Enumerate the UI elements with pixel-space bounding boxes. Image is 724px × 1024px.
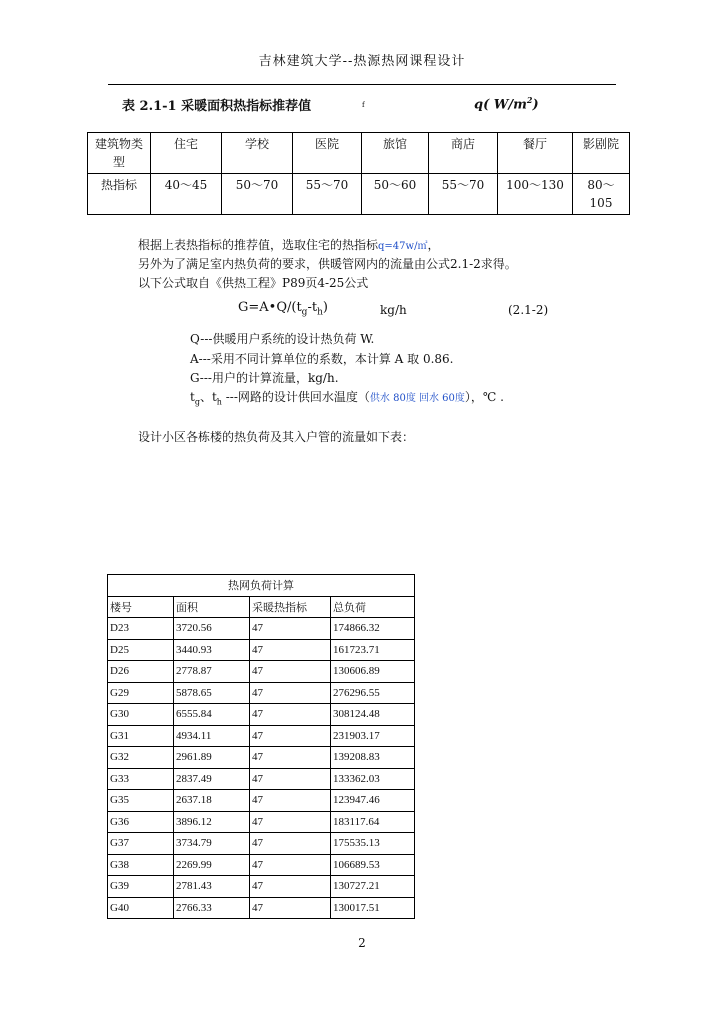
paragraph-heat-index: 根据上表热指标的推荐值，选取住宅的热指标q=47w/㎡，	[138, 238, 440, 252]
heat-table-header-cell: 旅馆	[362, 133, 429, 174]
table-cell: D25	[108, 639, 174, 661]
table-cell: G38	[108, 854, 174, 876]
table1-unit: q( $W/m^2$)	[474, 95, 539, 113]
table-cell: 123947.46	[331, 790, 415, 812]
table-cell: 47	[250, 639, 331, 661]
table-cell: 5878.65	[174, 682, 250, 704]
load-table-title: 热网负荷计算	[108, 575, 415, 597]
table-cell: 47	[250, 725, 331, 747]
load-table-title-row	[108, 575, 415, 597]
table1-caption-sub: f	[362, 101, 365, 109]
table-cell: 47	[250, 682, 331, 704]
heat-table-cell: 55～70	[293, 174, 362, 215]
definition-q: Q---供暖用户系统的设计热负荷 W.	[190, 332, 375, 346]
table-cell: 276296.55	[331, 682, 415, 704]
table-cell: 47	[250, 768, 331, 790]
table-row	[108, 897, 415, 919]
table-cell: G36	[108, 811, 174, 833]
table-cell: 2766.33	[174, 897, 250, 919]
table-cell: 2961.89	[174, 747, 250, 769]
table-cell: G31	[108, 725, 174, 747]
heat-table-header-cell: 影剧院	[573, 133, 630, 174]
table-row	[108, 618, 415, 640]
heat-table-header-cell: 建筑物类型	[88, 133, 151, 174]
table-cell: 130017.51	[331, 897, 415, 919]
table-cell: G30	[108, 704, 174, 726]
load-table-header-cell: 采暖热指标	[250, 596, 331, 618]
table-cell: 3896.12	[174, 811, 250, 833]
table-cell: 130606.89	[331, 661, 415, 683]
table-cell: 139208.83	[331, 747, 415, 769]
heat-index-value: q=47w/㎡	[378, 241, 428, 252]
paragraph-flow: 另外为了满足室内热负荷的要求，供暖管网内的流量由公式2.1-2求得。	[138, 257, 517, 271]
load-table-header-cell: 总负荷	[331, 596, 415, 618]
table-cell: 47	[250, 811, 331, 833]
table-row	[108, 833, 415, 855]
table-row	[108, 661, 415, 683]
paragraph-formula-source: 以下公式取自《供热工程》P89页4-25公式	[138, 276, 369, 290]
table-cell: 308124.48	[331, 704, 415, 726]
table-cell: 47	[250, 661, 331, 683]
table-cell: 161723.71	[331, 639, 415, 661]
definition-a: A---采用不同计算单位的系数，本计算 A 取 0.86.	[190, 352, 454, 366]
table-cell: 3734.79	[174, 833, 250, 855]
heat-table-header-row	[88, 133, 630, 174]
table-row	[108, 639, 415, 661]
table-cell: G39	[108, 876, 174, 898]
table-cell: 47	[250, 790, 331, 812]
heat-table-header-cell: 学校	[222, 133, 293, 174]
table-cell: 2778.87	[174, 661, 250, 683]
definition-g: G---用户的计算流量，kg/h.	[190, 371, 339, 385]
heat-table-header-cell: 商店	[429, 133, 498, 174]
table-cell: 3440.93	[174, 639, 250, 661]
heat-index-table	[87, 132, 630, 215]
heat-table-value-row	[88, 174, 630, 215]
table-cell: 6555.84	[174, 704, 250, 726]
table-cell: G40	[108, 897, 174, 919]
definition-t: $t_g$、$t_h$ ---网路的设计供回水温度（供水 80度 回水 60度），℃ .	[190, 390, 504, 407]
table-row	[108, 790, 415, 812]
table-cell: 47	[250, 897, 331, 919]
heat-table-cell: 热指标	[88, 174, 151, 215]
temperature-note: 供水 80度 回水 60度	[369, 393, 465, 404]
table-cell: G37	[108, 833, 174, 855]
heat-table-header-cell: 餐厅	[498, 133, 573, 174]
table-cell: 174866.32	[331, 618, 415, 640]
heat-table-cell: 100～130	[498, 174, 573, 215]
table-row	[108, 876, 415, 898]
heat-table-header-cell: 医院	[293, 133, 362, 174]
table-cell: 2781.43	[174, 876, 250, 898]
table-row	[108, 725, 415, 747]
table-cell: G32	[108, 747, 174, 769]
table-cell: 133362.03	[331, 768, 415, 790]
table-row	[108, 747, 415, 769]
table-cell: D23	[108, 618, 174, 640]
table-row	[108, 854, 415, 876]
load-table-header-cell: 楼号	[108, 596, 174, 618]
formula-unit: kg/h	[380, 303, 407, 317]
table-cell: G33	[108, 768, 174, 790]
table-cell: D26	[108, 661, 174, 683]
table-cell: 2269.99	[174, 854, 250, 876]
table-cell: 130727.21	[331, 876, 415, 898]
flow-formula: $G=A•Q/(t_g-t_h)$	[238, 300, 328, 318]
table-row	[108, 682, 415, 704]
table-row	[108, 768, 415, 790]
header-rule	[108, 84, 616, 85]
formula-number: (2.1-2)	[508, 303, 549, 317]
table-cell: 47	[250, 854, 331, 876]
paragraph-load-intro: 设计小区各栋楼的热负荷及其入户管的流量如下表：	[138, 430, 415, 444]
heat-table-cell: 50～60	[362, 174, 429, 215]
table-cell: 47	[250, 618, 331, 640]
table-cell: 183117.64	[331, 811, 415, 833]
table-cell: G29	[108, 682, 174, 704]
table-cell: 47	[250, 704, 331, 726]
heat-load-table	[107, 574, 415, 919]
load-table-header-row	[108, 596, 415, 618]
heat-table-cell: 80～105	[573, 174, 630, 215]
table-cell: G35	[108, 790, 174, 812]
table-cell: 106689.53	[331, 854, 415, 876]
table-cell: 2637.18	[174, 790, 250, 812]
load-table-header-cell: 面积	[174, 596, 250, 618]
table1-caption-text: 表 2.1-1 采暖面积热指标推荐值	[122, 99, 312, 114]
heat-table-cell: 40～45	[151, 174, 222, 215]
page-number: 2	[358, 936, 366, 950]
table-cell: 4934.11	[174, 725, 250, 747]
page-header-title: 吉林建筑大学--热源热网课程设计	[258, 54, 466, 69]
heat-table-cell: 55～70	[429, 174, 498, 215]
table-cell: 47	[250, 747, 331, 769]
table-cell: 231903.17	[331, 725, 415, 747]
heat-table-header-cell: 住宅	[151, 133, 222, 174]
table-cell: 175535.13	[331, 833, 415, 855]
table-row	[108, 811, 415, 833]
table-cell: 47	[250, 833, 331, 855]
table-row	[108, 704, 415, 726]
table-cell: 3720.56	[174, 618, 250, 640]
table-cell: 2837.49	[174, 768, 250, 790]
table-cell: 47	[250, 876, 331, 898]
heat-table-cell: 50～70	[222, 174, 293, 215]
table1-caption	[122, 95, 539, 114]
